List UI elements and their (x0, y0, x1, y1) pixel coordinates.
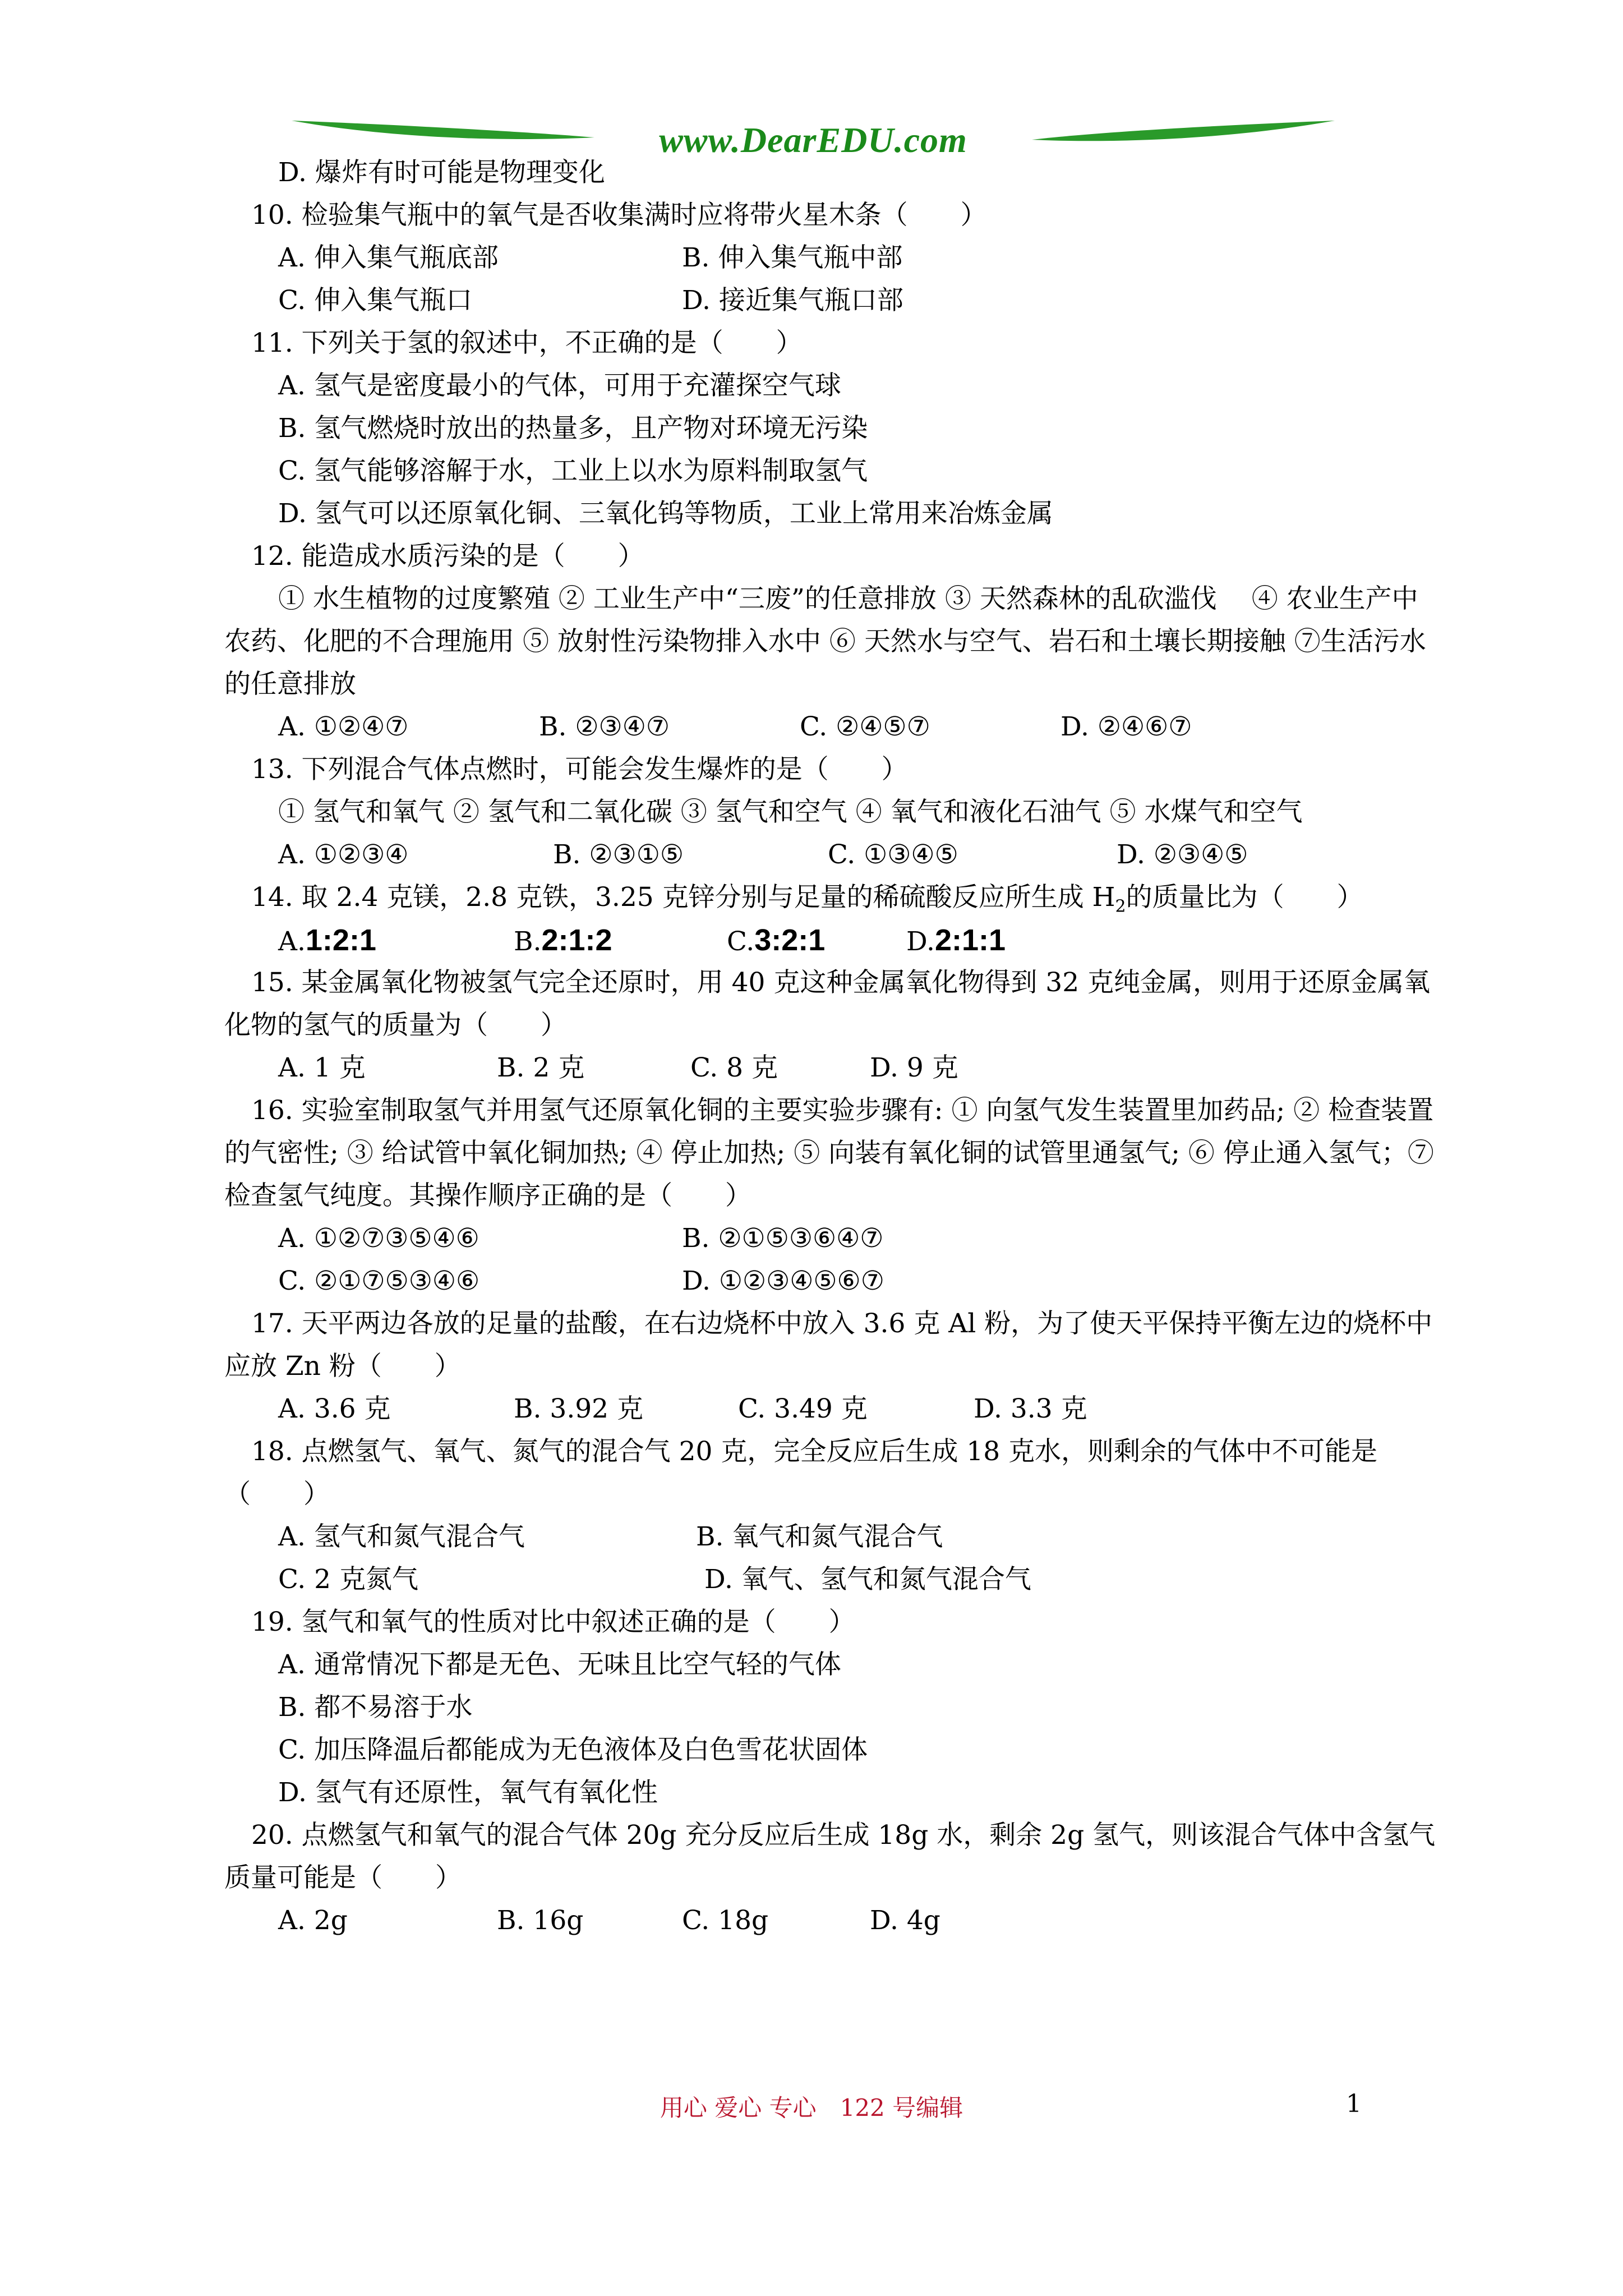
question-13-items: ① 氢气和氧气 ② 氢气和二氧化碳 ③ 氢气和空气 ④ 氧气和液化石油气 ⑤ 水煤气和空气 (278, 797, 1303, 827)
option-line: D. 爆炸有时可能是物理变化 (278, 157, 605, 188)
option-a: A. ①②③④ (278, 839, 409, 870)
option-d: D. ②③④⑤ (1117, 839, 1248, 870)
option-d: D. ①②③④⑤⑥⑦ (682, 1266, 884, 1296)
option-b: B. ②③①⑤ (553, 839, 684, 870)
option-c: C. 加压降温后都能成为无色液体及白色雪花状固体 (278, 1734, 868, 1765)
question-11: 11. 下列关于氢的叙述中，不正确的是（ ） (251, 328, 803, 358)
options-row (224, 706, 1436, 748)
options-row (224, 1388, 1436, 1430)
option-c: C. 8 克 (690, 1052, 778, 1083)
option-a: A. 氢气是密度最小的气体，可用于充灌探空气球 (278, 370, 841, 401)
page-footer: 用心 爱心 专心 122 号编辑 (660, 2094, 963, 2122)
option-c: C. ②④⑤⑦ (800, 711, 930, 742)
option-b: B. 伸入集气瓶中部 (682, 242, 903, 273)
question-14-tail: 的质量比为（ ） (1126, 882, 1363, 913)
option-d: D. 4g (870, 1905, 940, 1936)
option-label: C. (727, 926, 755, 957)
option-c: C. 3.49 克 (738, 1393, 868, 1424)
question-12: 12. 能造成水质污染的是（ ） (251, 541, 644, 572)
question-19: 19. 氢气和氧气的性质对比中叙述正确的是（ ） (251, 1607, 855, 1637)
option-b: B. ②③④⑦ (539, 711, 670, 742)
option-a: A. 氢气和氮气混合气 (278, 1521, 525, 1552)
option-a: A. 1 克 (278, 1052, 366, 1083)
ratio-value: 2:1:1 (934, 923, 1006, 957)
option-b: B. 氧气和氮气混合气 (696, 1521, 943, 1552)
option-b: B. ②①⑤③⑥④⑦ (682, 1223, 884, 1254)
option-c (727, 919, 906, 961)
option-d: D. ②④⑥⑦ (1061, 711, 1192, 742)
question-18: 18. 点燃氢气、氧气、氮气的混合气 20 克，完全反应后生成 18 克水，则剩余的气体中不可能是（ ） (224, 1436, 1378, 1510)
option-c: C. ②①⑦⑤③④⑥ (278, 1266, 480, 1296)
option-label: B. (514, 926, 542, 957)
option-a (278, 919, 514, 961)
question-15: 15. 某金属氧化物被氢气完全还原时，用 40 克这种金属氧化物得到 32 克纯金属，则用于还原金属氧化物的氢气的质量为（ ） (224, 967, 1431, 1041)
site-url[interactable]: www.DearEDU.com (659, 120, 967, 160)
options-row (224, 1047, 1436, 1089)
options-row (224, 279, 1436, 322)
document-body (224, 151, 1436, 1942)
option-d (906, 919, 1006, 961)
option-d: D. 3.3 克 (974, 1393, 1087, 1424)
options-row (224, 919, 1436, 961)
options-row (224, 1260, 1436, 1303)
option-a: A. 2g (278, 1905, 348, 1936)
options-row (224, 834, 1436, 876)
option-d: D. 9 克 (870, 1052, 958, 1083)
question-17: 17. 天平两边各放的足量的盐酸，在右边烧杯中放入 3.6 克 Al 粉，为了使天平保持平衡左边的烧杯中应放 Zn 粉（ ） (224, 1308, 1433, 1382)
question-12-items: ① 水生植物的过度繁殖 ② 工业生产中“三废”的任意排放 ③ 天然森林的乱砍滥伐 ④ 农业生产中农药、化肥的不合理施用 ⑤ 放射性污染物排入水中 ⑥ 天然水与空气、岩石和土壤长期接触 ⑦生活污水的任意排放 (224, 583, 1426, 700)
option-b (514, 919, 727, 961)
ratio-value: 3:2:1 (754, 923, 826, 957)
option-a: A. ①②④⑦ (278, 711, 409, 742)
option-d: D. 氧气、氢气和氮气混合气 (704, 1564, 1031, 1595)
option-a: A. ①②⑦③⑤④⑥ (278, 1223, 479, 1254)
option-c: C. 18g (682, 1905, 769, 1936)
option-label: A. (278, 926, 306, 957)
options-row (224, 1217, 1436, 1260)
subscript: 2 (1115, 896, 1126, 917)
option-d: D. 接近集气瓶口部 (682, 285, 903, 316)
options-row (224, 1516, 1436, 1558)
question-14 (224, 876, 1436, 919)
option-label: D. (906, 926, 935, 957)
question-20: 20. 点燃氢气和氧气的混合气体 20g 充分反应后生成 18g 水，剩余 2g 氢气，则该混合气体中含氢气质量可能是（ ） (224, 1820, 1436, 1893)
option-b: B. 3.92 克 (514, 1393, 644, 1424)
option-d: D. 氢气有还原性，氧气有氧化性 (278, 1777, 658, 1808)
ratio-value: 2:1:2 (541, 923, 612, 957)
question-16: 16. 实验室制取氢气并用氢气还原氧化铜的主要实验步骤有: ① 向氢气发生装置里加药品; ② 检查装置的气密性; ③ 给试管中氧化铜加热; ④ 停止加热; ⑤ 向装有氧化铜的试管里通氢气; ⑥ 停止通入氢气；⑦ 检查氢气纯度。其操作顺序正确的是（ ） (224, 1095, 1434, 1211)
option-b: B. 氢气燃烧时放出的热量多，且产物对环境无污染 (278, 413, 868, 444)
question-13: 13. 下列混合气体点燃时，可能会发生爆炸的是（ ） (251, 754, 908, 785)
option-a: A. 3.6 克 (278, 1393, 391, 1424)
option-c: C. 2 克氮气 (278, 1564, 419, 1595)
option-a: A. 伸入集气瓶底部 (278, 242, 499, 273)
page-number: 1 (1346, 2090, 1362, 2118)
option-c: C. 氢气能够溶解于水，工业上以水为原料制取氢气 (278, 455, 868, 486)
option-c: C. 伸入集气瓶口 (278, 285, 473, 316)
option-c: C. ①③④⑤ (828, 839, 958, 870)
question-10: 10. 检验集气瓶中的氧气是否收集满时应将带火星木条（ ） (251, 200, 987, 231)
option-b: B. 16g (497, 1905, 584, 1936)
ratio-value: 1:2:1 (305, 923, 376, 957)
option-b: B. 2 克 (497, 1052, 585, 1083)
question-14-text: 14. 取 2.4 克镁，2.8 克铁，3.25 克锌分别与足量的稀硫酸反应所生成 H (251, 882, 1115, 913)
options-row (224, 1558, 1436, 1601)
option-a: A. 通常情况下都是无色、无味且比空气轻的气体 (278, 1649, 841, 1680)
option-d: D. 氢气可以还原氧化铜、三氧化钨等物质，工业上常用来冶炼金属 (278, 498, 1053, 529)
option-b: B. 都不易溶于水 (278, 1692, 473, 1723)
options-row (224, 237, 1436, 279)
options-row (224, 1899, 1436, 1942)
